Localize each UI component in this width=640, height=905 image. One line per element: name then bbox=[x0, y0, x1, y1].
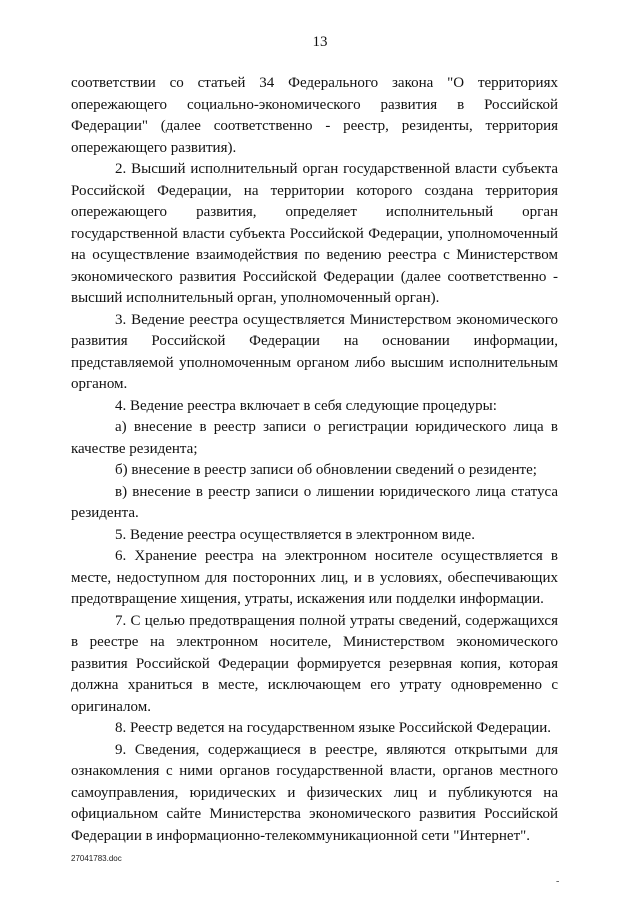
footer-mark: - bbox=[556, 876, 560, 887]
paragraph-item-4: 4. Ведение реестра включает в себя следующие процедуры: bbox=[115, 397, 497, 414]
paragraph-item-5: 5. Ведение реестра осуществляется в электронном виде. bbox=[115, 526, 475, 543]
document-body bbox=[71, 73, 558, 847]
paragraph-subitem-v: в) внесение в реестр записи о лишении юридического лица статуса резидента. bbox=[71, 483, 558, 521]
paragraph-item-6: 6. Хранение реестра на электронном носителе осуществляется в месте, недоступном для посторонних лиц, и в условиях, обеспечивающих предотвращение хищения, утраты, искажения или подделки информации. bbox=[71, 548, 558, 607]
paragraph-subitem-a: а) внесение в реестр записи о регистрации юридического лица в качестве резидента; bbox=[71, 419, 558, 457]
paragraph-continuation: соответствии со статьей 34 Федерального закона "О территориях опережающего социально-экономического развития в Российской Федерации" (далее соответственно - реестр, резиденты, территория опережающего развития). bbox=[71, 75, 558, 156]
paragraph-subitem-b: б) внесение в реестр записи об обновлении сведений о резиденте; bbox=[115, 462, 537, 478]
paragraph-item-2: 2. Высший исполнительный орган государственной власти субъекта Российской Федерации, на территории которого создана территория опережающего развития, определяет исполнительный орган государственной власти субъекта Российской Федерации, уполномоченный на осуществление взаимодействия по ведению реестра с Министерством экономического развития Российской Федерации (далее соответственно - высший исполнительный орган, уполномоченный орган). bbox=[71, 161, 558, 306]
paragraph-item-3: 3. Ведение реестра осуществляется Министерством экономического развития Российской Федерации на основании информации, представляемой уполномоченным органом либо высшим исполнительным органом. bbox=[71, 311, 558, 392]
paragraph-item-8: 8. Реестр ведется на государственном языке Российской Федерации. bbox=[115, 720, 552, 736]
footer-doc-code: 27041783.doc bbox=[71, 854, 122, 863]
paragraph-item-7: 7. С целью предотвращения полной утраты сведений, содержащихся в реестре на электронном носителе, Министерством экономического развития Российской Федерации формируется резервная копия, которая должна храниться в месте, исключающем его утрату одновременно с оригиналом. bbox=[71, 612, 558, 715]
page-number: 13 bbox=[312, 34, 328, 50]
paragraph-item-9: 9. Сведения, содержащиеся в реестре, являются открытыми для ознакомления с ними органов государственной власти, органов местного самоуправления, юридических и физических лиц и публикуются на официальном сайте Министерства экономического развития Российской Федерации в информационно-телекоммуникационной сети "Интернет". bbox=[71, 741, 558, 844]
